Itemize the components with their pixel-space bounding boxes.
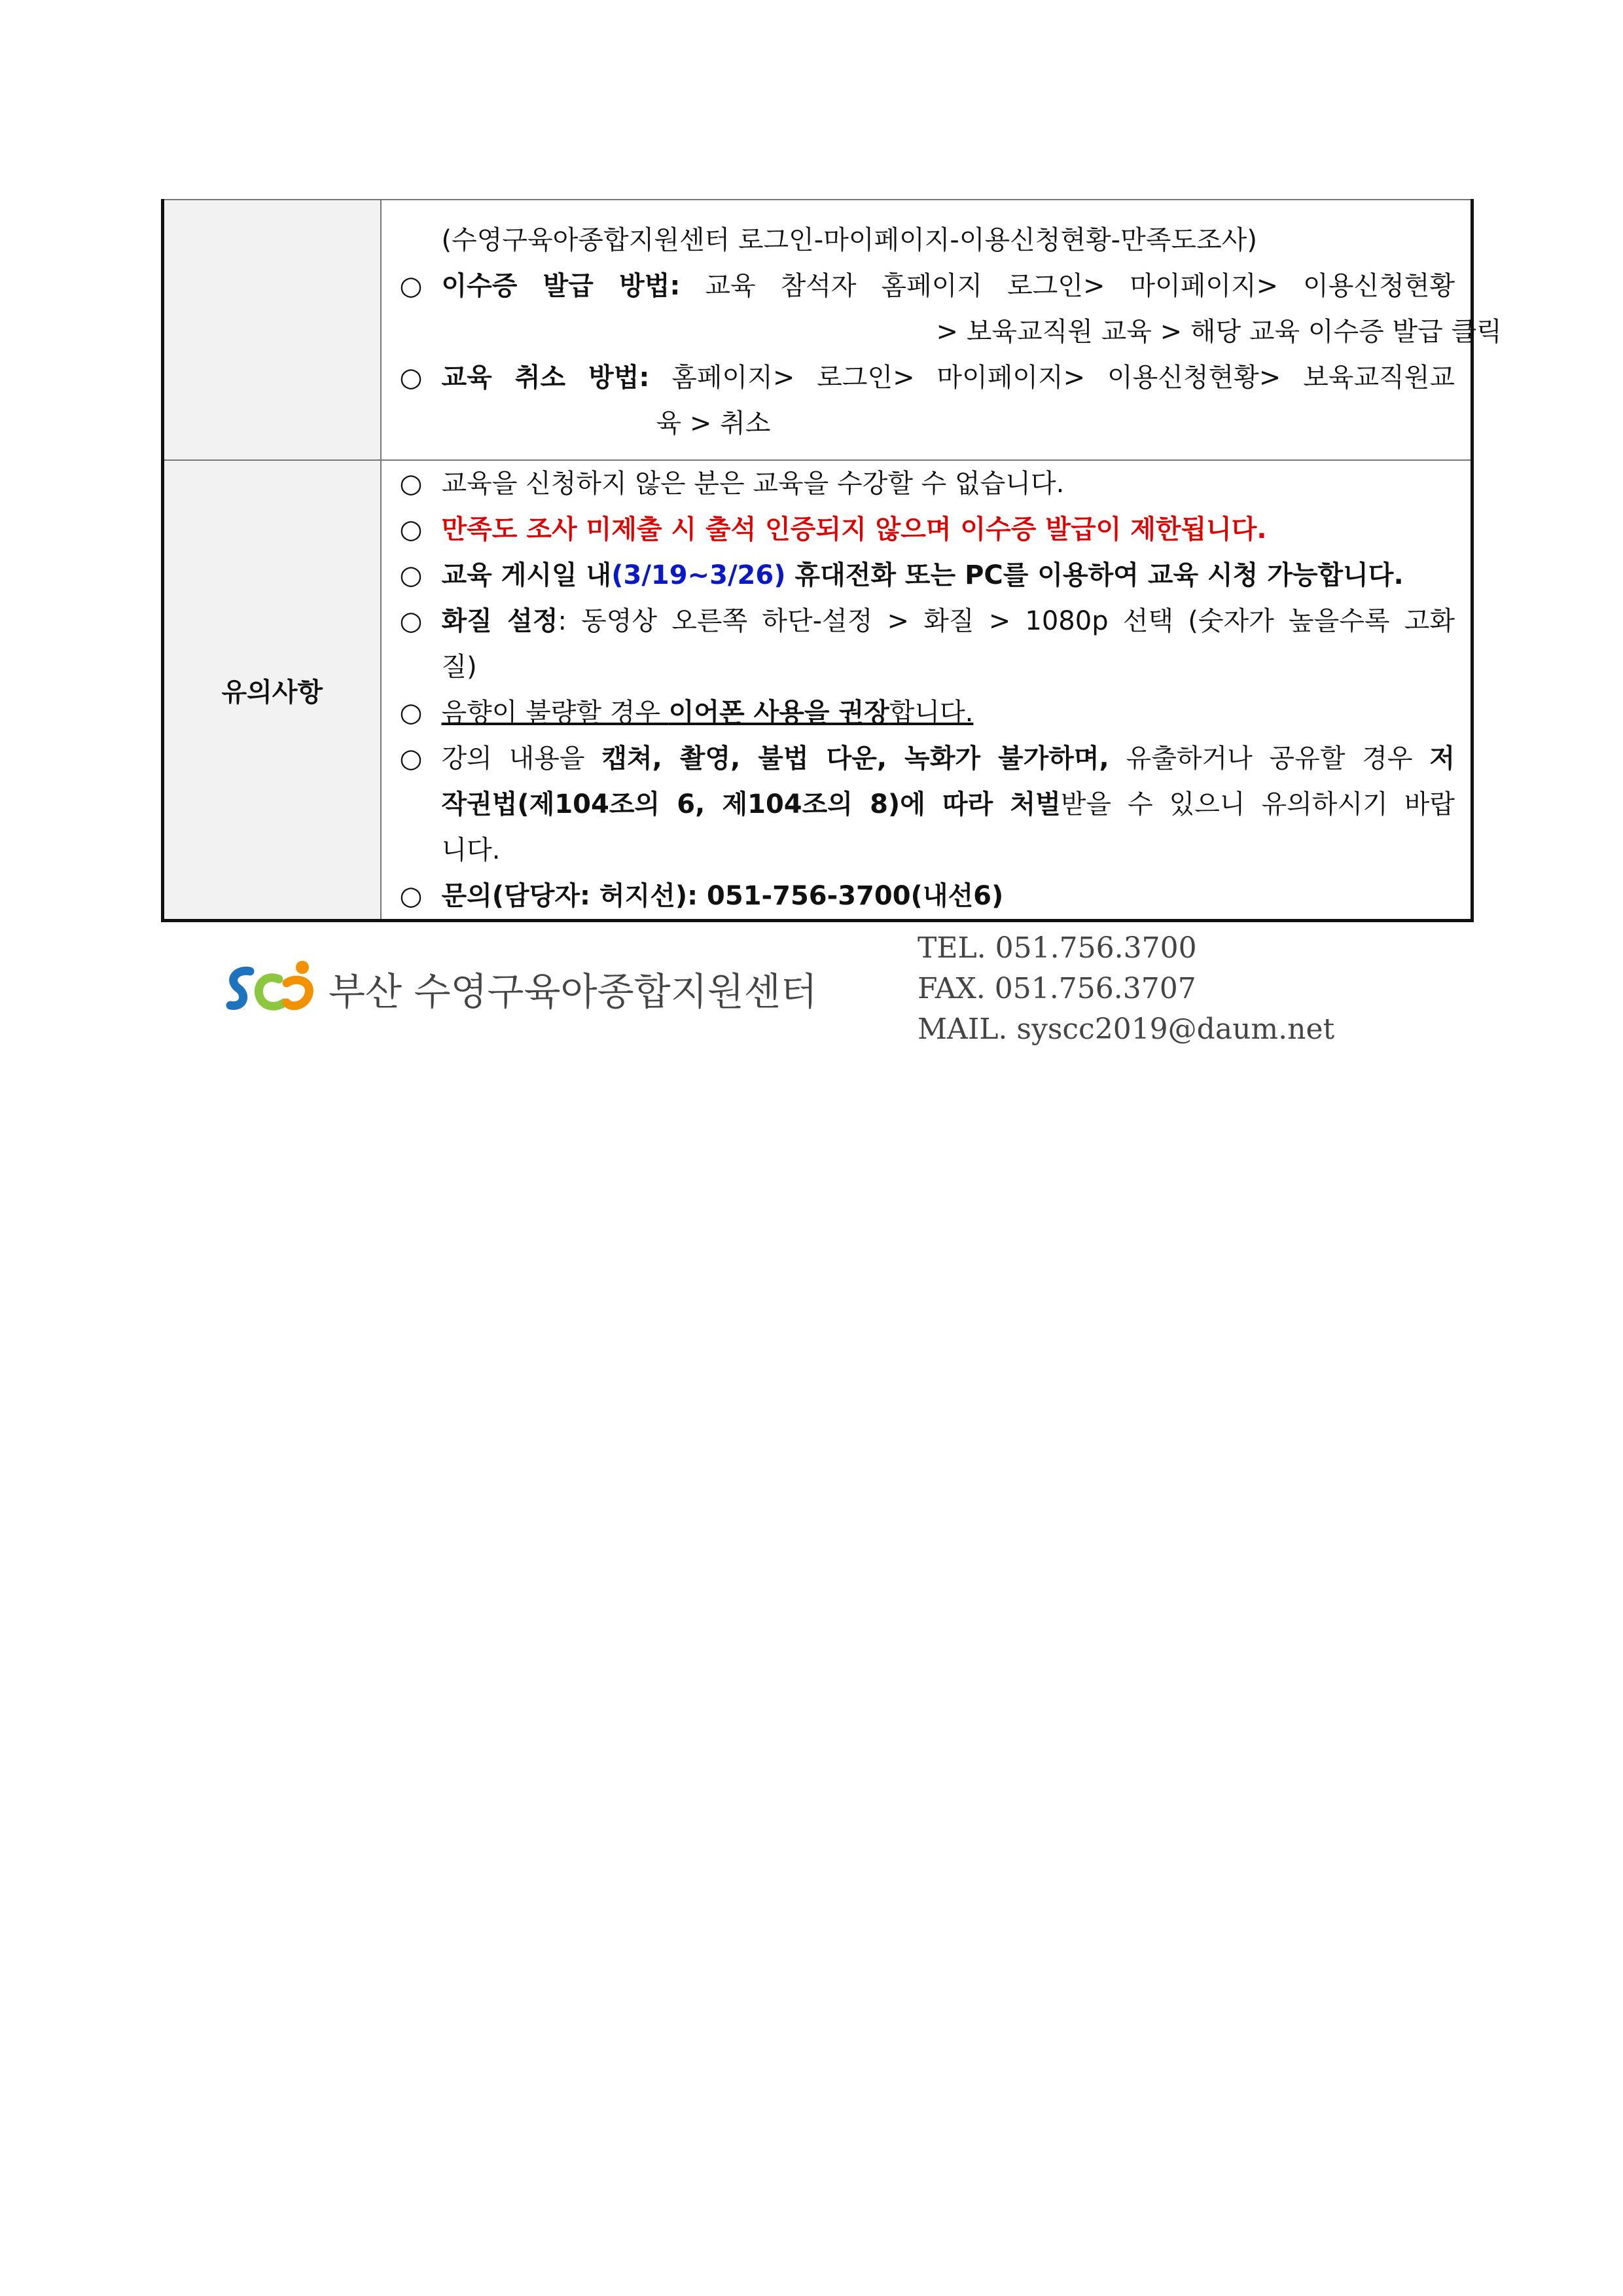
notice-6	[400, 736, 1455, 781]
row-label-empty	[163, 200, 381, 460]
notice-4-text: : 동영상 오른쪽 하단-설정 > 화질 > 1080p 선택 (숫자가 높을수록 고화	[558, 606, 1455, 636]
circle-bullet-icon: ○	[399, 560, 423, 590]
circle-bullet-icon: ○	[399, 363, 423, 393]
notice-4-title: 화질 설정	[441, 606, 558, 636]
notice-content	[381, 460, 1472, 921]
tel-text: TEL. 051.756.3700	[918, 931, 1197, 965]
cancel-title: 교육 취소 방법:	[441, 363, 650, 393]
certificate-title: 이수증 발급 방법:	[441, 271, 681, 301]
certificate-method	[400, 263, 1455, 309]
notice-1	[400, 461, 1455, 507]
certificate-text-cont: > 보육교직원 교육 > 해당 교육 이수증 발급 클릭	[936, 317, 1502, 347]
cancel-method	[400, 355, 1455, 401]
notice-6-text-b: 캡쳐, 촬영, 불법 다운, 녹화가 불가하며,	[601, 744, 1109, 774]
cancel-text: 홈페이지> 로그인> 마이페이지> 이용신청현황> 보육교직원교	[649, 363, 1455, 393]
notice-3	[400, 552, 1455, 598]
cancel-text-cont: 육 > 취소	[656, 408, 771, 439]
circle-bullet-icon: ○	[399, 606, 423, 636]
info-table	[161, 199, 1502, 922]
fax-text: FAX. 051.756.3707	[918, 972, 1196, 1005]
notice-3-text-b: 휴대전화 또는 PC를 이용하여 교육 시청 가능합니다.	[785, 560, 1404, 590]
notice-7-text: 문의(담당자: 허지선): 051-756-3700(내선6)	[441, 881, 1004, 911]
contact-info	[918, 928, 1334, 1050]
notice-6-end: 니다.	[441, 835, 501, 865]
circle-bullet-icon: ○	[399, 514, 423, 545]
organization-name: 부산 수영구육아종합지원센터	[329, 969, 817, 1014]
notice-4	[400, 598, 1455, 644]
certificate-text: 교육 참석자 홈페이지 로그인> 마이페이지> 이용신청현황	[680, 271, 1455, 301]
notice-6-text-f: 받을 수 있으니 유의하시기 바랍	[1060, 789, 1455, 819]
circle-bullet-icon: ○	[399, 271, 423, 301]
notice-6-text-e: 작권법(제104조의 6, 제104조의 8)에 따라 처벌	[441, 789, 1061, 819]
notice-label: 유의사항	[163, 460, 381, 921]
mail-text: MAIL. syscc2019@daum.net	[918, 1013, 1335, 1046]
notice-5-text-c: 합니다.	[889, 698, 974, 728]
notice-5-text-a: 음향이 불량할 경우	[441, 698, 669, 728]
circle-bullet-icon: ○	[399, 744, 423, 774]
notice-4-cont: 질)	[441, 652, 477, 682]
notice-3-text-a: 교육 게시일 내	[441, 560, 612, 590]
notice-3-dates: (3/19~3/26)	[611, 560, 786, 590]
notice-6-text-a: 강의 내용을	[441, 744, 602, 774]
notice-2	[400, 507, 1455, 552]
survey-path: (수영구육아종합지원센터 로그인-마이페이지-이용신청현황-만족도조사)	[441, 225, 1257, 255]
notice-6-text-c: 유출하거나 공유할 경우	[1109, 744, 1430, 774]
notice-7	[400, 873, 1455, 919]
notice-5	[400, 690, 1455, 736]
circle-bullet-icon: ○	[399, 698, 423, 728]
scc-logo-icon	[224, 957, 322, 1020]
row-certificate	[163, 200, 1472, 460]
row-content	[381, 200, 1502, 460]
notice-5-text-b: 이어폰 사용을 권장	[668, 698, 889, 728]
notice-6-cont	[400, 781, 1455, 827]
notice-1-text: 교육을 신청하지 않은 분은 교육을 수강할 수 없습니다.	[441, 469, 1065, 499]
row-notice	[163, 460, 1472, 921]
notice-6-text-d: 저	[1429, 744, 1455, 774]
circle-bullet-icon: ○	[399, 881, 423, 911]
notice-2-text: 만족도 조사 미제출 시 출석 인증되지 않으며 이수증 발급이 제한됩니다.	[441, 514, 1267, 545]
circle-bullet-icon: ○	[399, 469, 423, 499]
